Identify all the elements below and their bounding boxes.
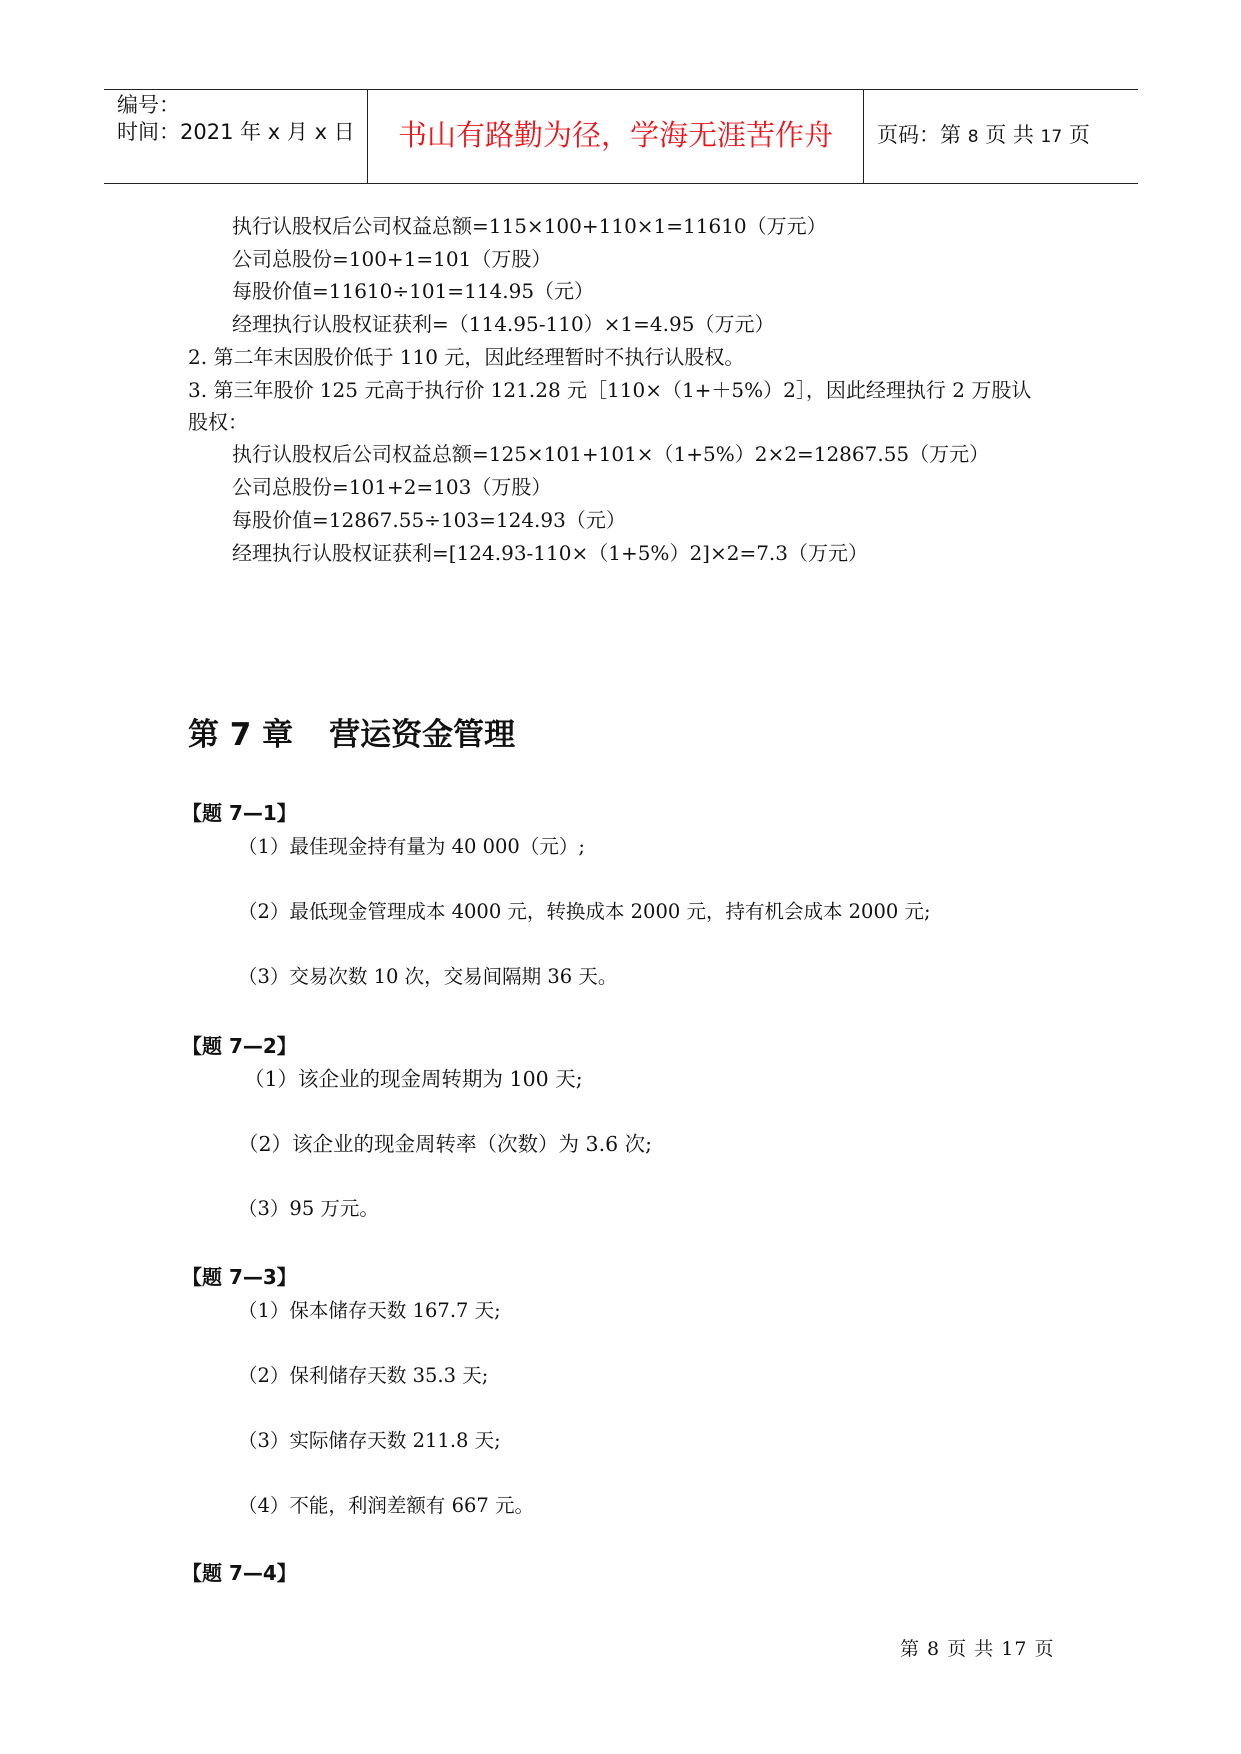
answer-line: （3）实际储存天数 211.8 天; [238,1429,501,1452]
question-heading: 【题 7—3】 [182,1265,297,1289]
text-line: 2. 第二年末因股价低于 110 元，因此经理暂时不执行认股权。 [188,345,745,369]
text-line: 股权： [188,410,248,434]
chapter-title: 营运资金管理 [329,717,516,753]
text-line: 经理执行认股权证获利=[124.93-110×（1+5%）2]×2=7.3（万元） [232,541,869,565]
question-heading: 【题 7—4】 [182,1561,297,1585]
page-mid: 页 共 [978,123,1041,147]
text-line: 3. 第三年股价 125 元高于执行价 121.28 元［110×（1+＋5%）2］，因此经理执行 2 万股认 [188,378,1032,402]
text-line: 公司总股份=100+1=101（万股） [232,247,552,271]
header-page-number [877,123,1090,149]
chapter-heading [188,715,515,755]
answer-line: （1）保本储存天数 167.7 天; [238,1299,501,1322]
time-label: 时间：2021 年 x 月 x 日 [117,120,355,144]
header-motto-cell [368,90,864,183]
header-page-cell [865,90,1138,183]
page-header [104,89,1138,184]
text-line: 公司总股份=101+2=103（万股） [232,475,552,499]
answer-line: （3）交易次数 10 次，交易间隔期 36 天。 [238,965,618,988]
answer-line: （3）95 万元。 [238,1197,379,1220]
text-line: 执行认股权后公司权益总额=115×100+110×1=11610（万元） [232,214,827,238]
answer-line: （2）该企业的现金周转率（次数）为 3.6 次; [238,1132,653,1156]
text-line: 经理执行认股权证获利=（114.95-110）×1=4.95（万元） [232,312,775,336]
header-motto: 书山有路勤为径，学海无涯苦作舟 [397,118,833,152]
text-line: 执行认股权后公司权益总额=125×101+101×（1+5%）2×2=12867.55（万元） [232,442,990,466]
page-total: 17 [1040,127,1063,147]
serial-label: 编号： [117,93,180,117]
page-footer: 第 8 页 共 17 页 [900,1638,1055,1660]
answer-line: （1）该企业的现金周转期为 100 天; [244,1067,583,1091]
header-info-cell [104,90,368,183]
question-heading: 【题 7—2】 [182,1034,297,1058]
answer-line: （2）保利储存天数 35.3 天; [238,1364,489,1387]
page-prefix: 页码：第 [877,123,968,147]
answer-line: （4）不能，利润差额有 667 元。 [238,1494,535,1517]
page-current: 8 [967,127,979,147]
page-suffix: 页 [1062,123,1090,147]
question-heading: 【题 7—1】 [182,801,297,825]
answer-line: （1）最佳现金持有量为 40 000（元）; [238,835,585,858]
text-line: 每股价值=11610÷101=114.95（元） [232,279,595,303]
text-line: 每股价值=12867.55÷103=124.93（元） [232,508,626,532]
chapter-number: 第 7 章 [188,717,294,753]
answer-line: （2）最低现金管理成本 4000 元，转换成本 2000 元，持有机会成本 2000 元; [238,900,931,923]
